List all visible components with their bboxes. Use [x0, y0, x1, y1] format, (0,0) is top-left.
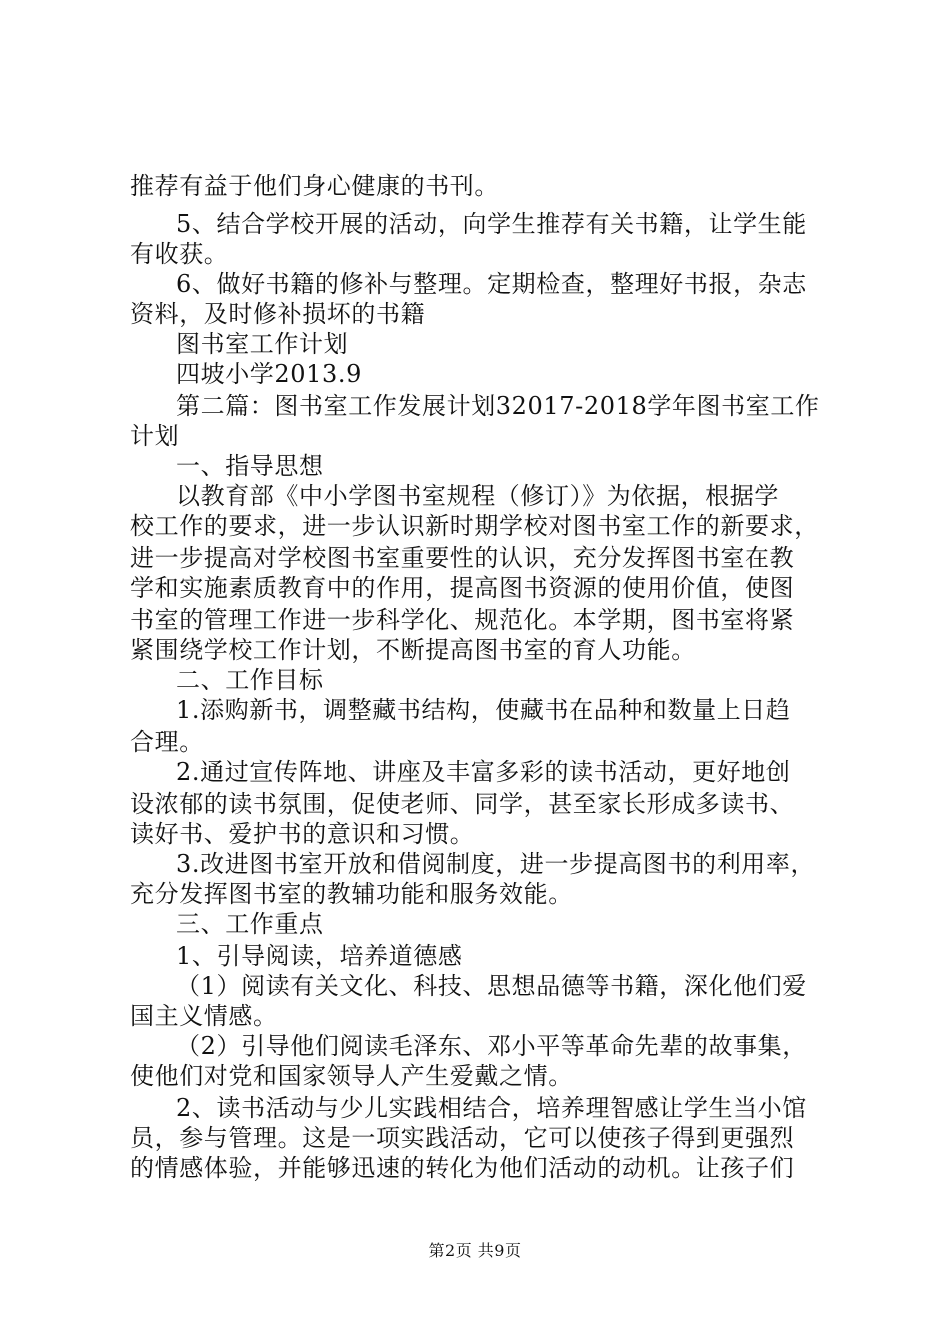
- section-title: 图书室工作计划: [176, 330, 349, 358]
- paragraph-line: 书室的管理工作进一步科学化、规范化。本学期，图书室将紧: [130, 606, 795, 634]
- paragraph-line: （1）阅读有关文化、科技、思想品德等书籍，深化他们爱: [176, 972, 807, 1000]
- paragraph-line: 充分发挥图书室的教辅功能和服务效能。: [130, 880, 573, 908]
- page-number-footer: 第2页 共9页: [428, 1241, 522, 1260]
- paragraph-line: 国主义情感。: [130, 1002, 278, 1030]
- paragraph-line: 有收获。: [130, 240, 229, 268]
- paragraph-line: 推荐有益于他们身心健康的书刊。: [130, 172, 499, 200]
- paragraph-line: 5、结合学校开展的活动，向学生推荐有关书籍，让学生能: [176, 210, 807, 238]
- chapter-heading: 第二篇：图书室工作发展计划32017-2018学年图书室工作: [176, 392, 820, 420]
- paragraph-line: 进一步提高对学校图书室重要性的认识，充分发挥图书室在教: [130, 544, 795, 572]
- section-heading: 一、指导思想: [176, 452, 324, 480]
- paragraph-line: 设浓郁的读书氛围，促使老师、同学，甚至家长形成多读书、: [130, 790, 795, 818]
- paragraph-line: 校工作的要求，进一步认识新时期学校对图书室工作的新要求，: [130, 512, 819, 540]
- paragraph-line: （2）引导他们阅读毛泽东、邓小平等革命先辈的故事集，: [176, 1032, 807, 1060]
- section-heading: 三、工作重点: [176, 910, 324, 938]
- paragraph-line: 以教育部《中小学图书室规程（修订）》为依据，根据学: [176, 482, 779, 510]
- paragraph-line: 员，参与管理。这是一项实践活动，它可以使孩子得到更强烈: [130, 1124, 795, 1152]
- paragraph-line: 3.改进图书室开放和借阅制度，进一步提高图书的利用率，: [176, 850, 816, 878]
- paragraph-line: 使他们对党和国家领导人产生爱戴之情。: [130, 1062, 573, 1090]
- section-heading: 二、工作目标: [176, 666, 324, 694]
- paragraph-line: 读好书、爱护书的意识和习惯。: [130, 820, 475, 848]
- paragraph-line: 的情感体验，并能够迅速的转化为他们活动的动机。让孩子们: [130, 1154, 795, 1182]
- paragraph-line: 资料，及时修补损坏的书籍: [130, 300, 426, 328]
- paragraph-line: 6、做好书籍的修补与整理。定期检查，整理好书报，杂志: [176, 270, 807, 298]
- paragraph-line: 1.添购新书，调整藏书结构，使藏书在品种和数量上日趋: [176, 696, 791, 724]
- paragraph-line: 紧围绕学校工作计划，不断提高图书室的育人功能。: [130, 636, 696, 664]
- subsection-heading: 1、引导阅读，培养道德感: [176, 942, 463, 970]
- paragraph-line: 2、读书活动与少儿实践相结合，培养理智感让学生当小馆: [176, 1094, 807, 1122]
- paragraph-line: 2.通过宣传阵地、讲座及丰富多彩的读书活动，更好地创: [176, 758, 791, 786]
- chapter-heading-continued: 计划: [130, 422, 180, 450]
- paragraph-line: 合理。: [130, 728, 204, 756]
- paragraph-line: 学和实施素质教育中的作用，提高图书资源的使用价值，使图: [130, 574, 795, 602]
- school-date-line: 四坡小学2013.9: [176, 360, 362, 388]
